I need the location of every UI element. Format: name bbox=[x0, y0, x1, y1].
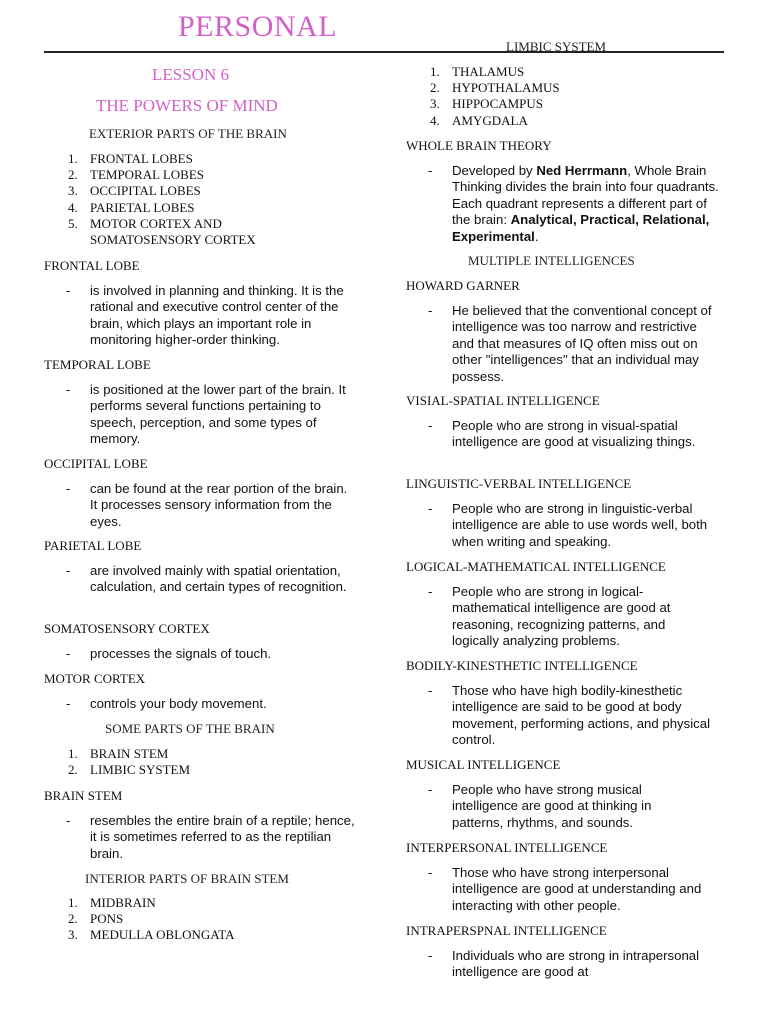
interpersonal-heading: INTERPERSONAL INTELLIGENCE bbox=[406, 840, 608, 855]
bodily-kinesthetic-description: - Those who have high bodily-kinesthetic intelligence are said to be good at body movement, performing actions, and physical control. bbox=[428, 683, 711, 748]
lesson-number: LESSON 6 bbox=[152, 65, 229, 84]
occipital-lobe-heading: OCCIPITAL LOBE bbox=[44, 456, 148, 471]
some-parts-list bbox=[44, 746, 344, 778]
musical-description: - People who have strong musical intelligence are good at thinking in patterns, rhythms, and sounds. bbox=[428, 782, 652, 830]
list-item: 4. AMYGDALA bbox=[430, 112, 528, 128]
logical-mathematical-description: - People who are strong in logical-mathematical intelligence are good at reasoning, recognizing patterns, and logically analyzing problems. bbox=[428, 584, 671, 649]
brain-stem-heading: BRAIN STEM bbox=[44, 788, 123, 803]
somatosensory-cortex-heading: SOMATOSENSORY CORTEX bbox=[44, 621, 210, 636]
list-item: 5. MOTOR CORTEX AND SOMATOSENSORY CORTEX bbox=[68, 215, 256, 248]
intrapersonal-heading: INTRAPERSPNAL INTELLIGENCE bbox=[406, 923, 607, 938]
parietal-lobe-heading: PARIETAL LOBE bbox=[44, 538, 142, 553]
interpersonal-description: - Those who have strong interpersonal intelligence are good at understanding and interacting with other people. bbox=[428, 865, 702, 913]
frontal-lobe-heading: FRONTAL LOBE bbox=[44, 258, 140, 273]
visual-spatial-description: - People who are strong in visual-spatial intelligence are good at visualizing things. bbox=[428, 418, 696, 450]
list-item: 1. MIDBRAIN bbox=[68, 895, 156, 910]
motor-cortex-description: - controls your body movement. bbox=[66, 696, 267, 711]
list-item: 2. PONS bbox=[68, 911, 124, 927]
brain-stem-description: - resembles the entire brain of a reptile; hence, it is sometimes referred to as the reptilian brain. bbox=[66, 813, 355, 861]
page-header bbox=[0, 0, 768, 60]
musical-heading: MUSICAL INTELLIGENCE bbox=[406, 757, 561, 772]
page-title: PERSONAL bbox=[178, 10, 338, 43]
list-item: 1. FRONTAL LOBES bbox=[68, 151, 193, 166]
list-item: 1. BRAIN STEM bbox=[68, 746, 169, 761]
bodily-kinesthetic-heading: BODILY-KINESTHETIC INTELLIGENCE bbox=[406, 658, 638, 673]
list-item: 1. THALAMUS bbox=[430, 64, 525, 79]
list-item: 2. HYPOTHALAMUS bbox=[430, 80, 560, 96]
list-item: 3. MEDULLA OBLONGATA bbox=[68, 927, 235, 943]
list-item: 3. OCCIPITAL LOBES bbox=[68, 183, 201, 199]
motor-cortex-heading: MOTOR CORTEX bbox=[44, 671, 146, 686]
list-item: 4. PARIETAL LOBES bbox=[68, 199, 195, 215]
exterior-parts-list bbox=[44, 151, 344, 248]
whole-brain-theory-description: - Developed by Ned Herrmann, Whole Brain Thinking divides the brain into four quadrants. Each quadrant represents a different part of the brain: Analytical, Practical, Relational, Experimental. bbox=[428, 163, 719, 244]
exterior-parts-heading: EXTERIOR PARTS OF THE BRAIN bbox=[89, 126, 287, 141]
limbic-system-list bbox=[406, 64, 706, 129]
intrapersonal-description: - Individuals who are strong in intrapersonal intelligence are good at bbox=[428, 948, 700, 980]
linguistic-verbal-description: - People who are strong in linguistic-verbal intelligence are able to use words well, both when writing and speaking. bbox=[428, 501, 708, 549]
list-item: 2. LIMBIC SYSTEM bbox=[68, 762, 191, 778]
lesson-title: THE POWERS OF MIND bbox=[96, 96, 278, 115]
header-divider bbox=[44, 51, 724, 53]
interior-parts-heading: INTERIOR PARTS OF BRAIN STEM bbox=[85, 871, 289, 886]
multiple-intelligences-heading: MULTIPLE INTELLIGENCES bbox=[468, 253, 635, 268]
somatosensory-cortex-description: - processes the signals of touch. bbox=[66, 646, 272, 661]
limbic-system-heading: LIMBIC SYSTEM bbox=[506, 39, 607, 54]
list-item: 2. TEMPORAL LOBES bbox=[68, 167, 204, 183]
linguistic-verbal-heading: LINGUISTIC-VERBAL INTELLIGENCE bbox=[406, 476, 632, 491]
logical-mathematical-heading: LOGICAL-MATHEMATICAL INTELLIGENCE bbox=[406, 559, 666, 574]
visual-spatial-heading: VISIAL-SPATIAL INTELLIGENCE bbox=[406, 393, 600, 408]
whole-brain-theory-heading: WHOLE BRAIN THEORY bbox=[406, 138, 552, 153]
temporal-lobe-heading: TEMPORAL LOBE bbox=[44, 357, 151, 372]
parietal-lobe-description: - are involved mainly with spatial orientation, calculation, and certain types of recognition. bbox=[66, 563, 347, 595]
frontal-lobe-description: - is involved in planning and thinking. It is the rational and executive control center of the brain, which plays an important role in monitoring higher-order thinking. bbox=[66, 283, 344, 348]
occipital-lobe-description: - can be found at the rear portion of the brain. It processes sensory information from the eyes. bbox=[66, 481, 348, 529]
howard-garner-heading: HOWARD GARNER bbox=[406, 278, 520, 293]
list-item: 3. HIPPOCAMPUS bbox=[430, 96, 544, 112]
some-parts-heading: SOME PARTS OF THE BRAIN bbox=[105, 721, 275, 736]
temporal-lobe-description: - is positioned at the lower part of the brain. It performs several functions pertaining to speech, perception, and some types of memory. bbox=[66, 382, 346, 447]
interior-parts-list bbox=[44, 895, 344, 944]
howard-garner-description: - He believed that the conventional concept of intelligence was too narrow and restrictive and that measures of IQ often miss out on other "intelligences" that an individual may possess. bbox=[428, 303, 712, 384]
